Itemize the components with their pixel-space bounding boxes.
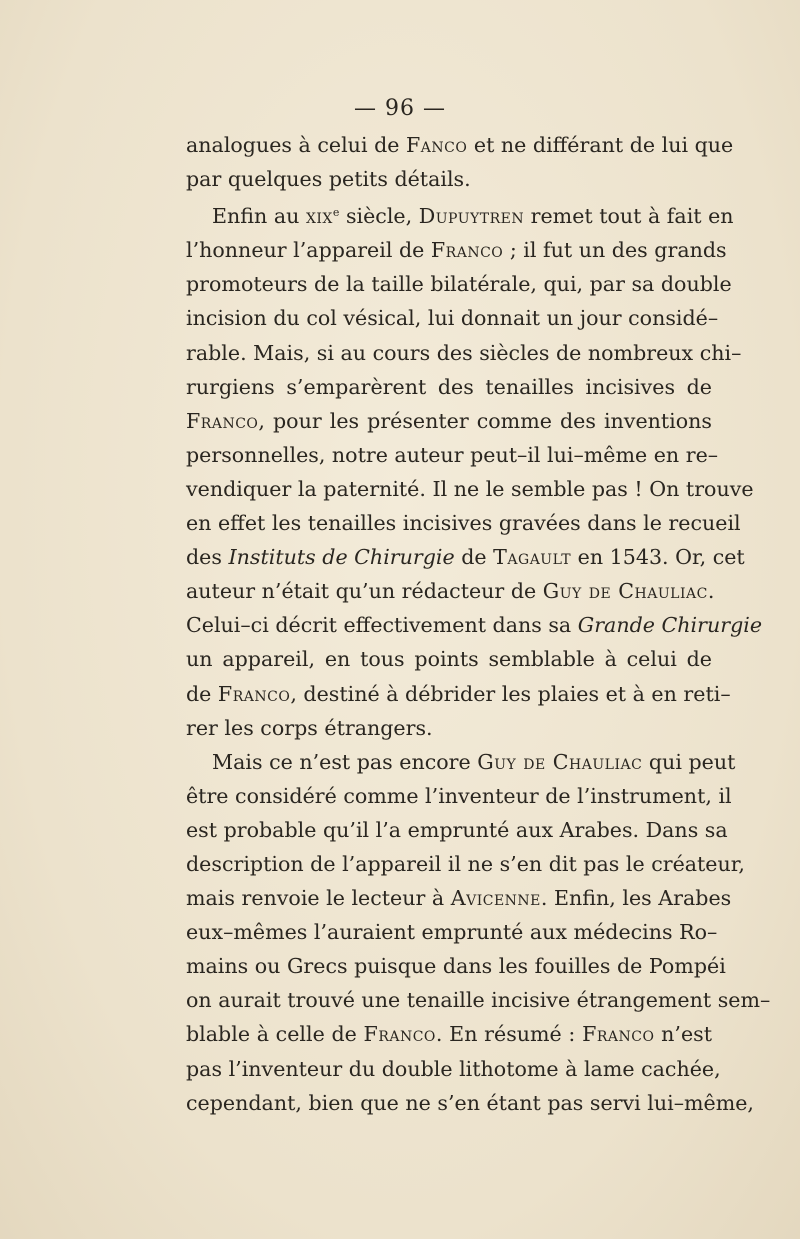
text-line [186,472,754,506]
text-line [186,1017,712,1051]
name-smallcaps: Avicenne [450,886,541,911]
text-run: Enfin au [212,204,306,229]
text-run: en effet les tenailles incisives gravées dans le recueil [186,511,741,536]
text-run: est probable qu’il l’a emprunté aux Arabes. Dans sa [186,817,728,842]
text-line [186,267,732,301]
text-run: ; il fut un des grands [503,238,727,263]
text-run: et ne différant de lui que [467,133,734,157]
text-line [186,404,712,438]
text-line [186,915,718,949]
superscript: e [332,206,340,220]
text-run: l’honneur l’appareil de [186,238,431,263]
text-run: eux–mêmes l’auraient emprunté aux médecins Ro– [186,920,718,945]
text-run: être considéré comme l’inventeur de l’instrument, il [186,783,732,808]
name-smallcaps: Tagault [493,545,572,570]
text-run: remet tout à fait en [524,204,734,229]
text-run: mains ou Grecs puisque dans les fouilles de Pompéi [186,954,726,979]
name-smallcaps: Dupuytren [418,204,525,229]
name-smallcaps: Guy de Chauliac [477,749,643,774]
text-run: qui peut [642,749,736,774]
name-smallcaps: Fanco [406,133,468,157]
text-line [186,233,727,267]
text-run: promoteurs de la taille bilatérale, qui, par sa double [186,272,732,297]
text-run: incision du col vésical, lui donnait un jour considé– [186,306,719,331]
text-line [186,608,763,642]
text-run: analogues à celui de [186,133,406,157]
name-smallcaps: Franco [430,238,504,263]
text-line [186,196,734,233]
text-run: vendiquer la paternité. Il ne le semble pas ! On trouve [186,476,754,501]
text-run: un appareil, en tous points semblable à celui de [186,647,712,672]
text-line [186,370,712,404]
text-run: rable. Mais, si au cours des siècles de nombreux chi– [186,340,742,365]
text-run: par quelques petits détails. [186,167,471,192]
text-line [186,128,734,162]
name-smallcaps: xix [305,204,333,229]
text-run: . Enfin, les Arabes [540,886,732,911]
text-line [186,949,726,983]
title-italic: Instituts de Chirurgie [228,545,455,570]
name-smallcaps: Franco [363,1022,436,1047]
text-run: siècle, [339,204,419,229]
text-line [186,1052,721,1086]
text-run: en 1543. Or, cet [571,545,745,570]
text-line [186,642,712,676]
text-run: pas l’inventeur du double lithotome à lame cachée, [186,1056,721,1081]
text-run: de [454,545,494,570]
name-smallcaps: Franco [217,681,291,706]
text-run: on aurait trouvé une tenaille incisive étrangement sem– [186,988,771,1013]
page-number: — 96 — [354,96,446,121]
text-run: rurgiens s’emparèrent des tenailles incisives de [186,374,712,399]
text-run: de [186,681,218,706]
name-smallcaps: Guy de Chauliac [542,579,708,604]
text-run: des [186,545,229,570]
text-line [186,336,742,370]
text-run: . En résumé : [435,1022,583,1047]
text-line [186,813,728,847]
name-smallcaps: Franco [186,408,259,433]
text-line [186,779,732,813]
text-run: n’est [654,1022,713,1047]
body-text [186,128,771,1120]
text-run: , pour les présenter comme des inventions [258,408,712,433]
text-run: . [707,579,715,604]
text-line [186,1086,754,1120]
text-run: auteur n’était qu’un rédacteur de [186,579,543,604]
text-run: , destiné à débrider les plaies et à en reti– [290,681,731,706]
title-italic: Grande Chirurgie [577,613,763,638]
text-run: blable à celle de [186,1022,364,1047]
text-line [186,677,731,711]
text-run: rer les corps étrangers. [186,715,433,740]
text-run: personnelles, notre auteur peut–il lui–même en re– [186,442,719,467]
text-line [186,301,719,335]
text-run: Celui–ci décrit effectivement dans sa [186,613,578,638]
text-line [186,745,736,779]
text-run: Mais ce n’est pas encore [212,749,478,774]
text-line [186,983,771,1017]
text-run: cependant, bien que ne s’en étant pas servi lui–même, [186,1090,754,1115]
text-line [186,162,712,196]
name-smallcaps: Franco [582,1022,655,1047]
text-line [186,881,732,915]
text-line [186,711,712,745]
text-run: description de l’appareil il ne s’en dit pas le créateur, [186,851,745,876]
text-line [186,506,741,540]
text-line [186,847,745,881]
text-line [186,540,745,574]
text-run: mais renvoie le lecteur à [186,886,451,911]
text-line [186,574,715,608]
text-line [186,438,719,472]
